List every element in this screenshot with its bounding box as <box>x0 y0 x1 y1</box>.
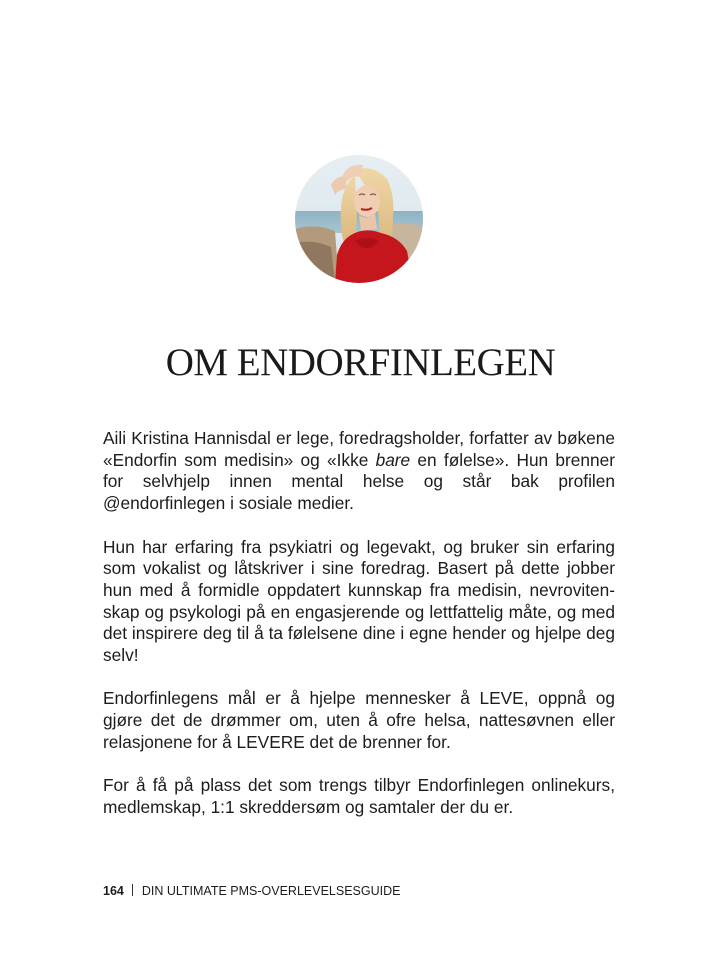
paragraph-intro <box>103 428 615 515</box>
page-footer <box>103 884 400 898</box>
author-photo <box>295 155 423 283</box>
footer-divider <box>132 884 133 896</box>
page-title: OM ENDORFINLEGEN <box>165 341 556 384</box>
paragraph-offerings: For å få på plass det som trengs tilbyr Endorfinlegen onlinekurs, medlemskap, 1:1 skreddersøm og samtaler der du er. <box>103 775 615 817</box>
paragraph-mission: Endorfinlegens mål er å hjelpe mennesker å LEVE, oppnå og gjøre det de drømmer om, uten å ofre helsa, nattesøvnen eller relasjonene for å LEVERE det de brenner for. <box>103 688 615 752</box>
paragraph-intro-end: en følelse». Hun brenner for selvhjelp innen mental helse og står bak profilen @endorfinlegen i sosiale medier. <box>103 449 615 514</box>
body-text <box>103 428 615 840</box>
author-portrait <box>295 155 423 283</box>
page-number: 164 <box>103 884 124 898</box>
book-title: DIN ULTIMATE PMS-OVERLEVELSESGUIDE <box>141 884 401 898</box>
paragraph-intro-emphasis: bare <box>375 449 411 470</box>
paragraph-experience: Hun har erfaring fra psykiatri og legevakt, og bruker sin erfaring som vokalist og låtskriver i sine foredrag. Basert på dette jobber hun med å formidle oppdatert kunnskap fra medisin, nevrovitenskap og psykologi på en engasjerende og lettfattelig måte, og med det inspirere deg til å ta følelsene dine i egne hender og hjelpe deg selv! <box>103 536 615 666</box>
paragraph-intro-start: Aili Kristina Hannisdal er lege, foredragsholder, forfatter av bøkene «Endorfin som medisin» og «Ikke <box>103 428 615 470</box>
